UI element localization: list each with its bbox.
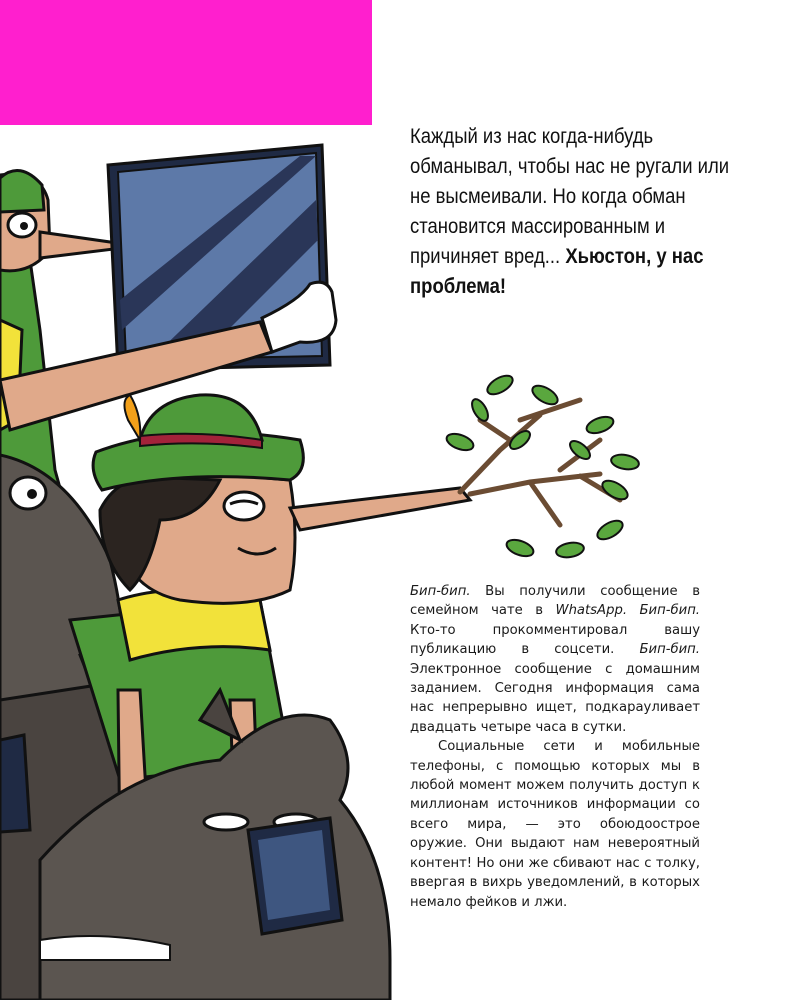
- boy-head: [93, 395, 303, 604]
- beep-3: Бип-бип.: [639, 642, 700, 658]
- beep-1: Бип-бип.: [410, 584, 471, 599]
- paragraph-1: [410, 582, 700, 737]
- beep-2: WhatsApp. Бип-бип.: [555, 603, 701, 619]
- nose-branch: [290, 372, 640, 559]
- p1-text-3: Электронное сообщение с домашним заданием. Сегодня информация сама нас непрерывно ищет, подкарауливает двадцать четыре часа в сутки.: [410, 661, 700, 735]
- intro-body: Каждый из нас когда-нибудь обманывал, чтобы нас не ругали или не высмеивали. Но когда обман становится массированным и причиняет вред...: [410, 125, 730, 268]
- p1-text-1: Вы получили сообщение в семейном чате в: [410, 584, 700, 619]
- body-text: [410, 582, 700, 912]
- intro-emphasis: Хьюстон, у нас проблема!: [410, 245, 704, 298]
- paragraph-2: Социальные сети и мобильные телефоны, с помощью которых мы в любой момент можем получить доступ к миллионам источников информации со всего мира, — это обоюдоострое оружие. Они выдают нам невероятный контент! Но они же сбивают нас с толку, ввергая в вихрь уведомлений, в которых немало фейков и лжи.: [410, 739, 700, 910]
- p1-text-2: Кто-то прокомментировал вашу публикацию в соцсети.: [410, 622, 700, 658]
- intro-text: [410, 122, 744, 302]
